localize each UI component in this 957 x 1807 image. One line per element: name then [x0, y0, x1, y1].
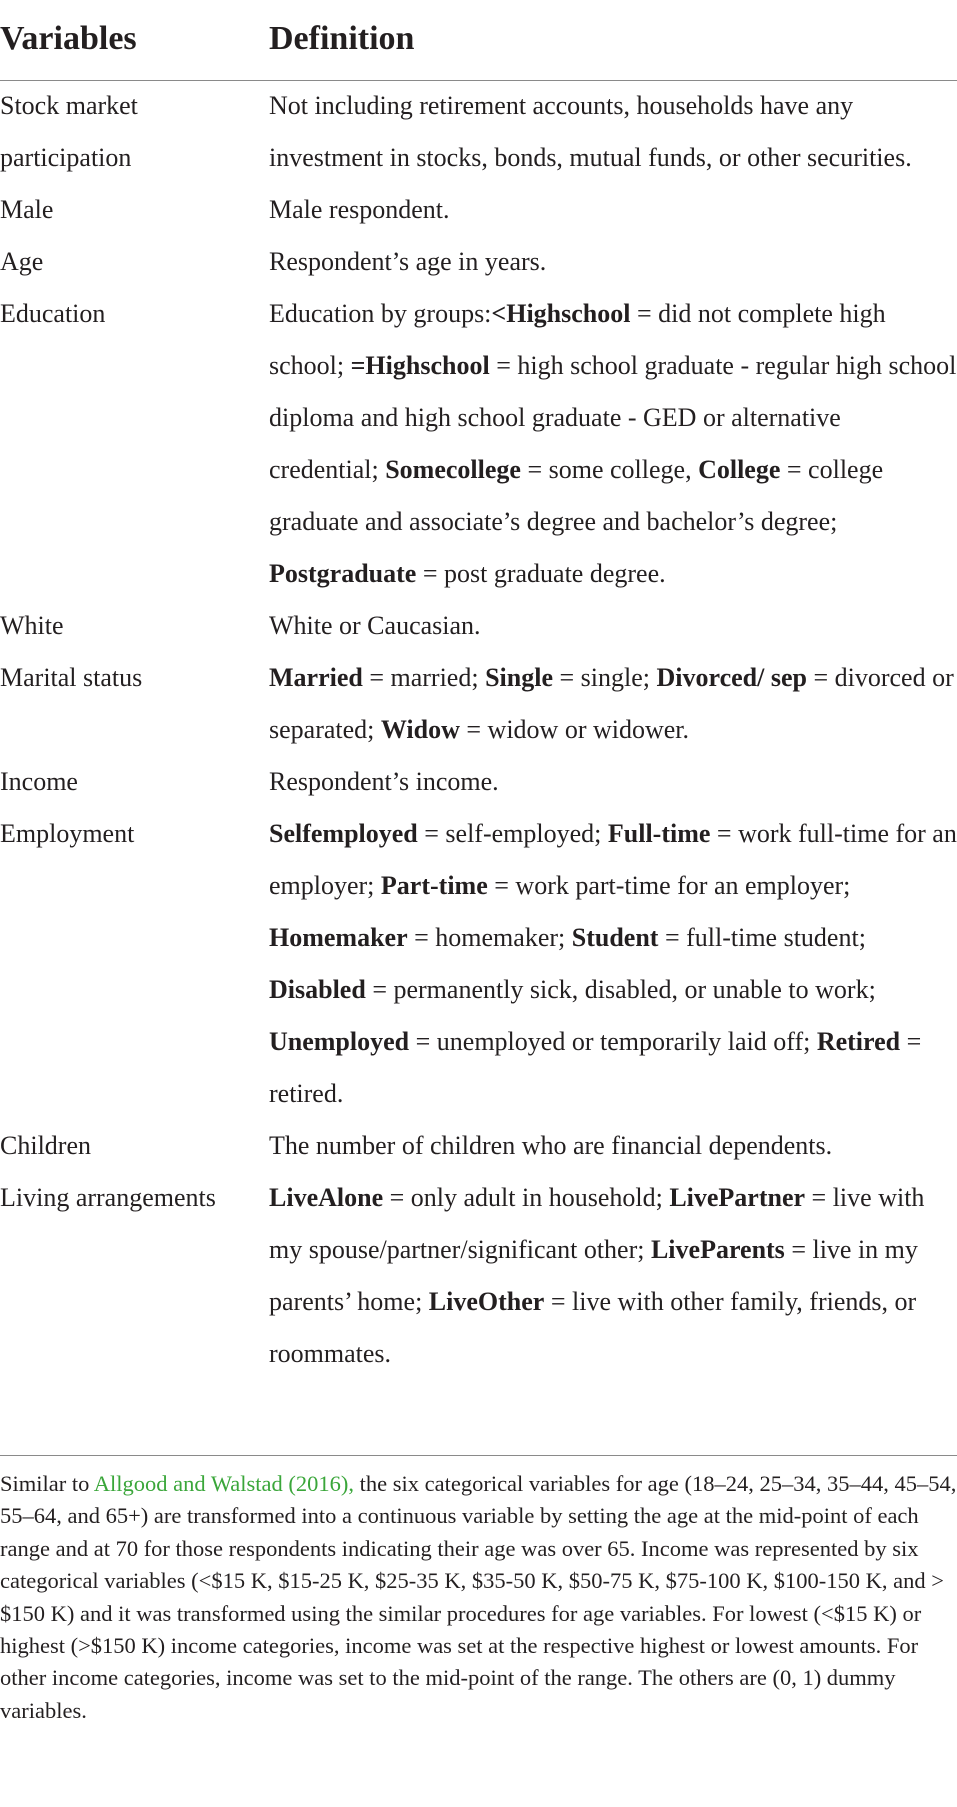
- variable-definition: [269, 184, 957, 236]
- definition-text: = high school graduate - regular high school diploma and high school graduate - GED or alternative credential;: [269, 351, 957, 484]
- category-term: Single: [485, 663, 553, 692]
- variable-definition: [269, 1172, 957, 1380]
- definition-text: = post graduate degree.: [416, 559, 666, 588]
- definition-text: = only adult in household;: [383, 1183, 670, 1212]
- variable-name: Income: [0, 767, 78, 796]
- definition-text: = college graduate and associate’s degree and bachelor’s degree;: [269, 455, 884, 536]
- table-row: [0, 600, 957, 652]
- table-footnote: [0, 1468, 957, 1727]
- definition-text: = work full-time for an employer;: [269, 819, 957, 900]
- table-header: [0, 0, 957, 80]
- definition-text: = divorced or separated;: [269, 663, 954, 744]
- category-term: Homemaker: [269, 923, 408, 952]
- definition-text: Not including retirement accounts, households have any investment in stocks, bonds, mutual funds, or other securities.: [269, 91, 912, 172]
- header-definition: Definition: [269, 20, 415, 57]
- category-term: Somecollege: [385, 455, 521, 484]
- definition-text: = retired.: [269, 1027, 922, 1108]
- table-row: [0, 236, 957, 288]
- table-row: [0, 1120, 957, 1172]
- definition-text: = self-employed;: [417, 819, 608, 848]
- category-term: Full-time: [607, 819, 711, 848]
- category-term: Unemployed: [269, 1027, 410, 1056]
- category-term: LivePartner: [669, 1183, 806, 1212]
- definition-text: = single;: [553, 663, 657, 692]
- table-row: [0, 80, 957, 184]
- category-term: Part-time: [380, 871, 488, 900]
- table-row: [0, 808, 957, 1120]
- table-row: [0, 652, 957, 756]
- variable-definition: [269, 1120, 957, 1172]
- table-bottom-divider: [0, 1455, 957, 1456]
- category-term: Student: [571, 923, 659, 952]
- variable-definition: [269, 808, 957, 1120]
- table-row: [0, 184, 957, 236]
- variable-definition: [269, 652, 957, 756]
- definition-text: = married;: [362, 663, 486, 692]
- definition-text: = work part-time for an employer;: [487, 871, 851, 900]
- table-body: [0, 80, 957, 1380]
- definition-text: = live with other family, friends, or roommates.: [269, 1287, 917, 1368]
- definition-text: = homemaker;: [407, 923, 572, 952]
- variable-definition: [269, 756, 957, 808]
- definition-text: Education by groups:: [269, 299, 492, 328]
- variable-name: Male: [0, 195, 54, 224]
- variable-name: Age: [0, 247, 44, 276]
- variable-definition: [269, 288, 957, 600]
- definition-text: = live in my parents’ home;: [269, 1235, 918, 1316]
- category-term: =Highschool: [350, 351, 490, 380]
- definition-text: Respondent’s income.: [269, 767, 499, 796]
- variable-name: White: [0, 611, 64, 640]
- category-term: Selfemployed: [269, 819, 418, 848]
- category-term: College: [698, 455, 781, 484]
- variable-name: Employment: [0, 819, 135, 848]
- variable-name: Education: [0, 299, 106, 328]
- category-term: LiveAlone: [269, 1183, 384, 1212]
- definition-text: = unemployed or temporarily laid off;: [409, 1027, 817, 1056]
- variable-definition: [269, 80, 957, 184]
- header-variables: Variables: [0, 20, 137, 57]
- variable-name: Living arrangements: [0, 1183, 216, 1212]
- definition-text: = widow or widower.: [459, 715, 690, 744]
- footnote-prefix: Similar to: [0, 1471, 94, 1496]
- variable-name: Stock market participation: [0, 91, 138, 172]
- category-term: Retired: [816, 1027, 901, 1056]
- category-term: LiveOther: [428, 1287, 545, 1316]
- category-term: Postgraduate: [269, 559, 417, 588]
- footnote-text: the six categorical variables for age (18–24, 25–34, 35–44, 45–54, 55–64, and 65+) are transformed into a continuous variable by setting the age at the mid-point of each range and at 70 for those respondents indicating their age was over 65. Income was represented by six categorical variables (<$15 K, $15-25 K, $25-35 K, $35-50 K, $50-75 K, $75-100 K, $100-150 K, and > $150 K) and it was transformed using the similar procedures for age variables. For lowest (<$15 K) or highest (>$150 K) income categories, income was set at the respective highest or lowest amounts. For other income categories, income was set to the mid-point of the range. The others are (0, 1) dummy variables.: [0, 1471, 957, 1723]
- definition-text: Respondent’s age in years.: [269, 247, 547, 276]
- citation-link[interactable]: Allgood and Walstad (2016),: [93, 1471, 354, 1496]
- definition-text: The number of children who are financial dependents.: [269, 1131, 833, 1160]
- definition-text: = did not complete high school;: [269, 299, 886, 380]
- category-term: Divorced/ sep: [656, 663, 807, 692]
- variable-definition: [269, 600, 957, 652]
- category-term: Married: [269, 663, 363, 692]
- definition-text: = live with my spouse/partner/significant other;: [269, 1183, 925, 1264]
- category-term: Disabled: [269, 975, 366, 1004]
- definition-text: = permanently sick, disabled, or unable to work;: [365, 975, 876, 1004]
- definition-text: Male respondent.: [269, 195, 450, 224]
- definition-text: = some college,: [520, 455, 699, 484]
- variable-name: Children: [0, 1131, 91, 1160]
- variable-definition: [269, 236, 957, 288]
- variable-name: Marital status: [0, 663, 143, 692]
- category-term: Widow: [380, 715, 460, 744]
- table-row: [0, 1172, 957, 1380]
- category-term: LiveParents: [650, 1235, 785, 1264]
- category-term: <Highschool: [491, 299, 631, 328]
- definition-text: White or Caucasian.: [269, 611, 481, 640]
- table-row: [0, 288, 957, 600]
- definition-text: = full-time student;: [658, 923, 866, 952]
- table-row: [0, 756, 957, 808]
